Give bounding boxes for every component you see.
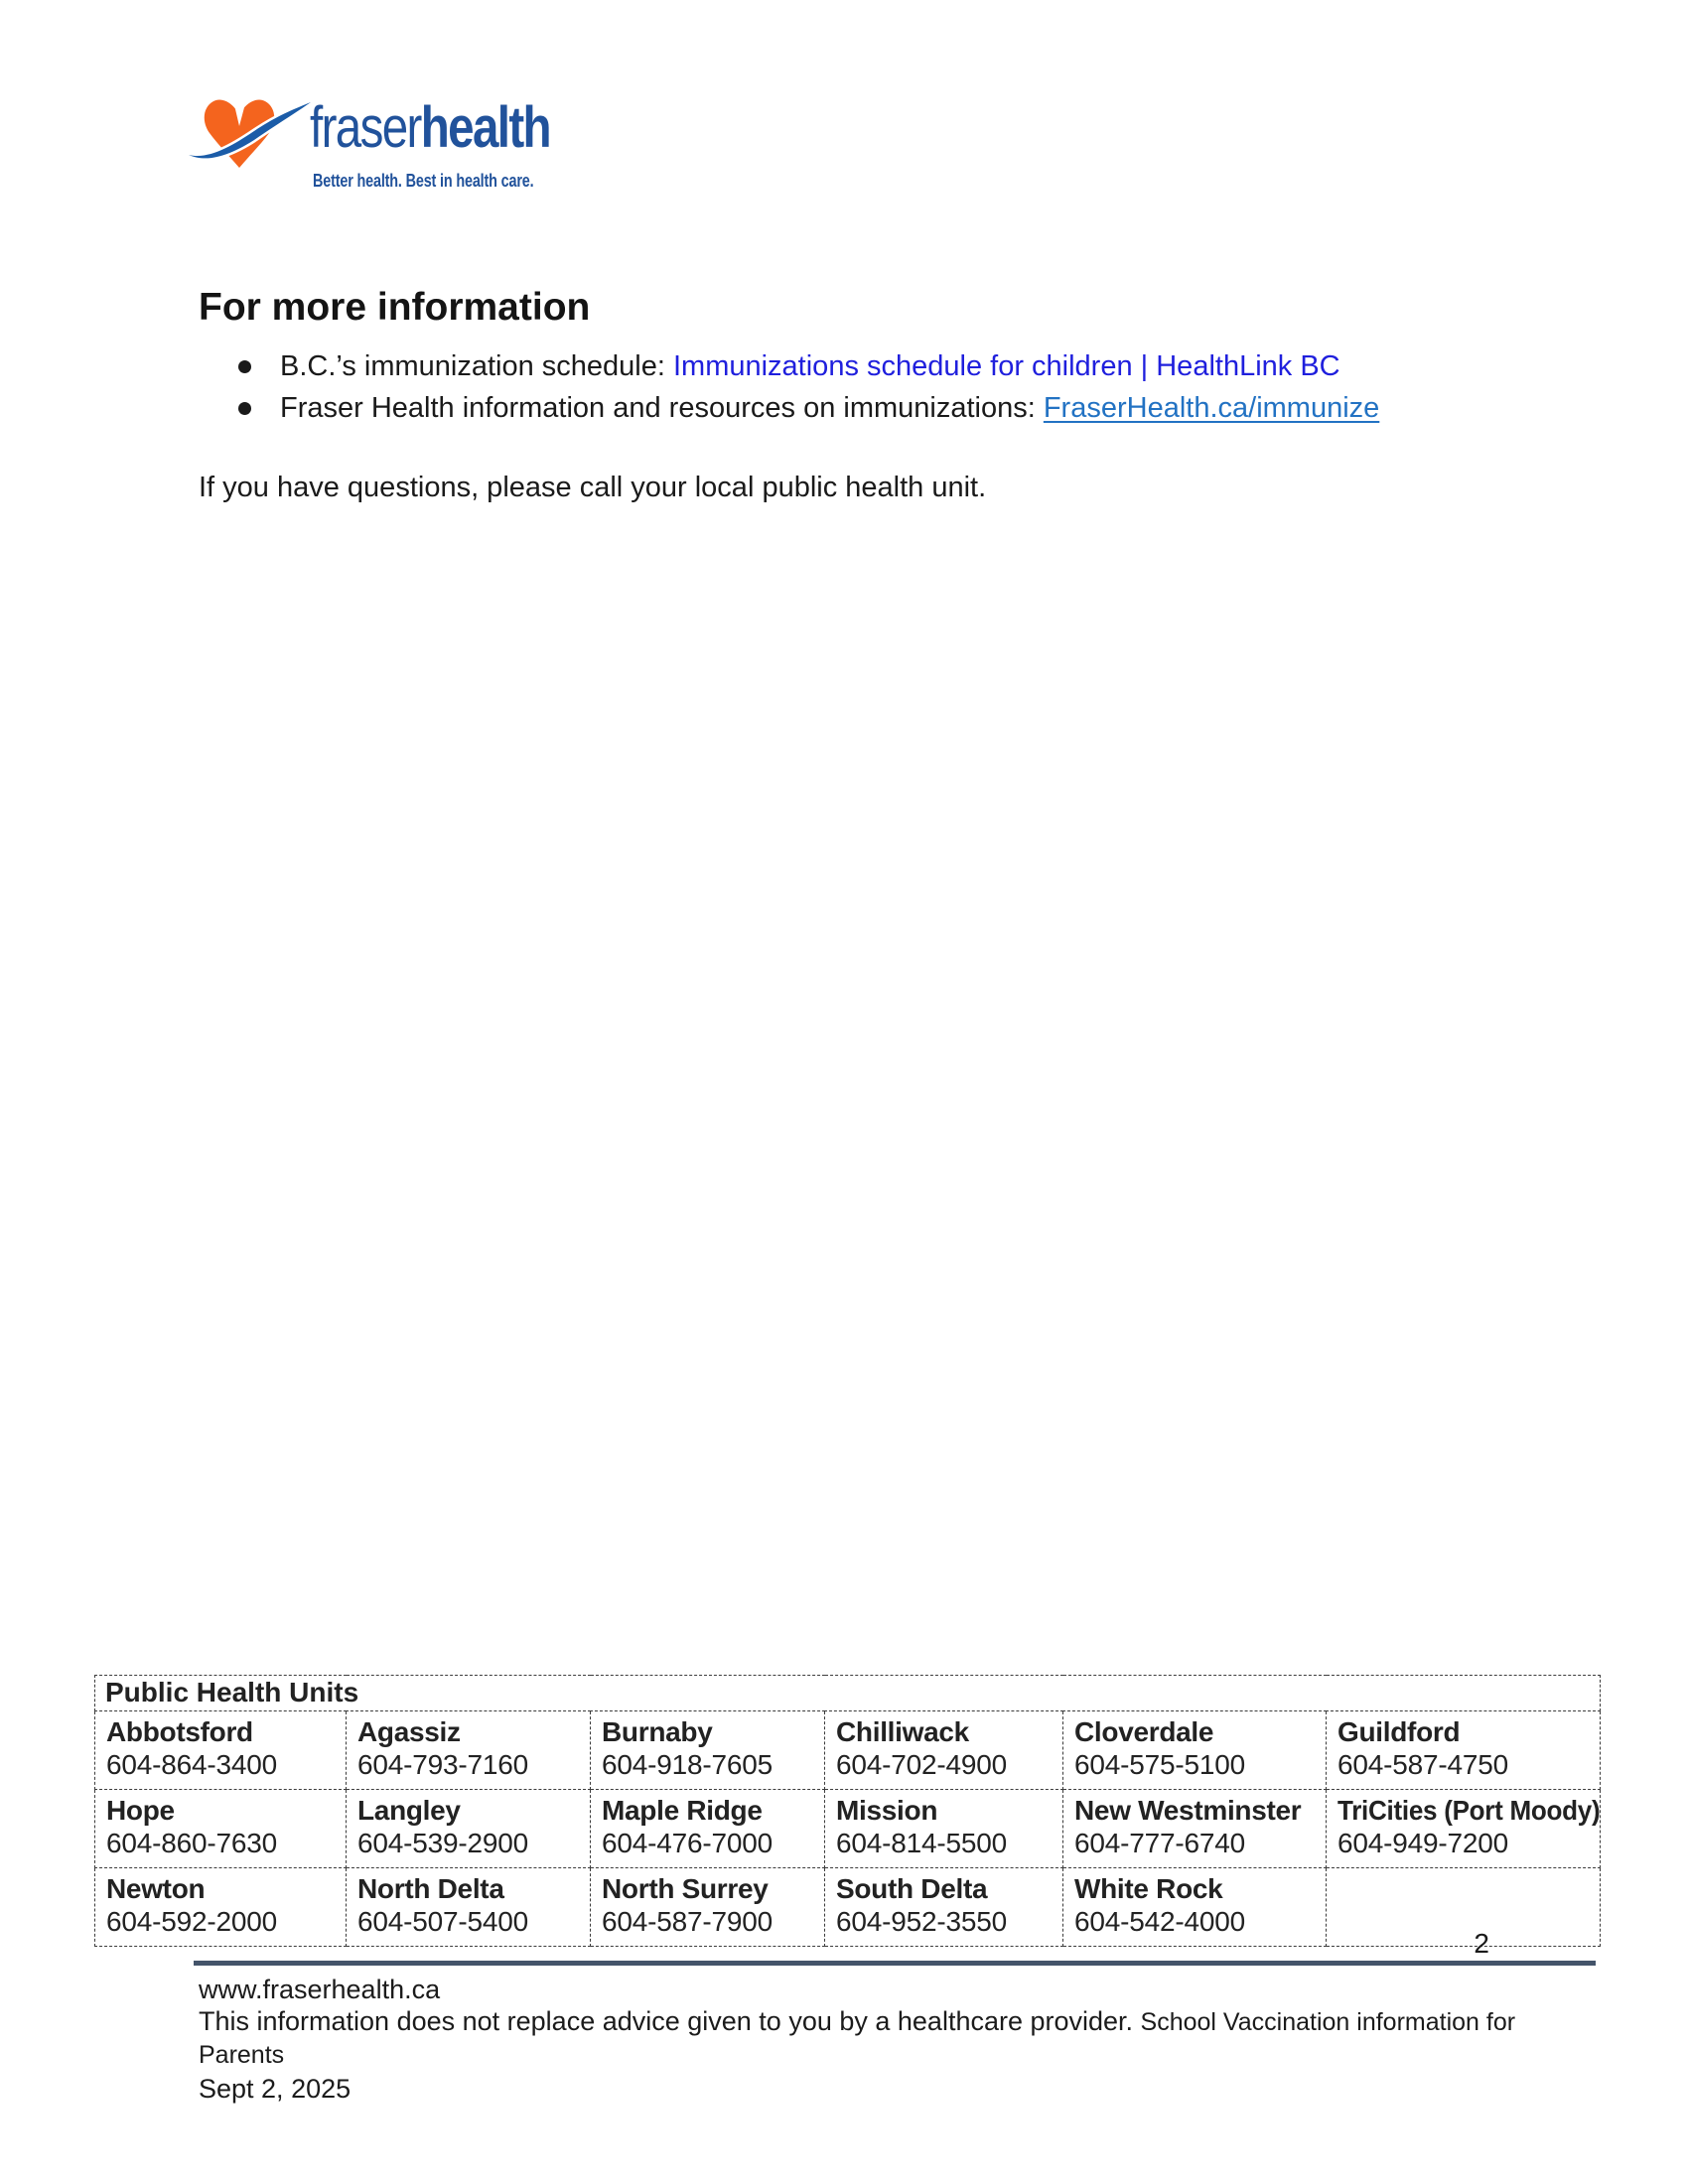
phu-cell-chilliwack: Chilliwack 604-702-4900 [825,1711,1063,1790]
phu-cell-north-delta: North Delta 604-507-5400 [347,1868,591,1947]
table-title-row [95,1676,1601,1711]
bullet-text [280,392,1379,425]
bullet-list [199,350,1509,425]
phu-cell-newton: Newton 604-592-2000 [95,1868,347,1947]
footer-divider [194,1961,1596,1966]
bullet-item-fraser-health-resources [199,392,1509,425]
phu-cell-abbotsford: Abbotsford 604-864-3400 [95,1711,347,1790]
footer-website: www.fraserhealth.ca [199,1975,441,2004]
phu-cell-mission: Mission 604-814-5500 [825,1790,1063,1868]
page-number: 2 [1474,1928,1489,1959]
bullet-icon [238,402,251,415]
page-title: For more information [199,286,591,329]
phu-cell-south-delta: South Delta 604-952-3550 [825,1868,1063,1947]
main-content [199,286,1509,504]
phu-cell-burnaby: Burnaby 604-918-7605 [591,1711,825,1790]
brand-tagline: Better health. Best in health care. [313,171,534,191]
phu-cell-north-surrey: North Surrey 604-587-7900 [591,1868,825,1947]
bullet-item-immunization-schedule [199,350,1509,383]
heart-swoosh-icon [187,93,314,173]
phu-cell-hope: Hope 604-860-7630 [95,1790,347,1868]
fraser-health-logo [187,85,624,200]
public-health-units-table [94,1675,1601,1947]
brand-wordmark-health: health [420,95,550,160]
phu-cell-new-westminster: New Westminster 604-777-6740 [1063,1790,1327,1868]
footer-date: Sept 2, 2025 [199,2074,352,2104]
brand-wordmark [310,95,550,160]
questions-note: If you have questions, please call your local public health unit. [199,471,987,503]
phu-cell-tricities: TriCities (Port Moody) 604-949-7200 [1327,1790,1601,1868]
healthlink-bc-link[interactable]: Immunizations schedule for children | HealthLink BC [672,349,1340,382]
table-title: Public Health Units [95,1676,1601,1711]
phu-cell-guildford: Guildford 604-587-4750 [1327,1711,1601,1790]
phu-cell-white-rock: White Rock 604-542-4000 [1063,1868,1327,1947]
bullet-prefix: B.C.’s immunization schedule: [280,349,673,382]
phu-cell-cloverdale: Cloverdale 604-575-5100 [1063,1711,1327,1790]
bullet-text [280,350,1340,383]
footer [199,1974,1589,2105]
phu-cell-agassiz: Agassiz 604-793-7160 [347,1711,591,1790]
fraserhealth-immunize-link[interactable]: FraserHealth.ca/immunize [1043,391,1380,424]
phu-cell-maple-ridge: Maple Ridge 604-476-7000 [591,1790,825,1868]
footer-disclaimer-line [199,2005,1589,2071]
bullet-icon [238,360,251,373]
phu-cell-langley: Langley 604-539-2900 [347,1790,591,1868]
table-row [95,1711,1601,1790]
table-row [95,1790,1601,1868]
footer-disclaimer: This information does not replace advice given to you by a healthcare provider. [199,2006,1141,2036]
footer-doc-title: School Vaccination information for Parents [199,2008,1516,2069]
brand-wordmark-fraser: fraser [310,95,421,160]
bullet-prefix: Fraser Health information and resources on immunizations: [280,391,1044,424]
